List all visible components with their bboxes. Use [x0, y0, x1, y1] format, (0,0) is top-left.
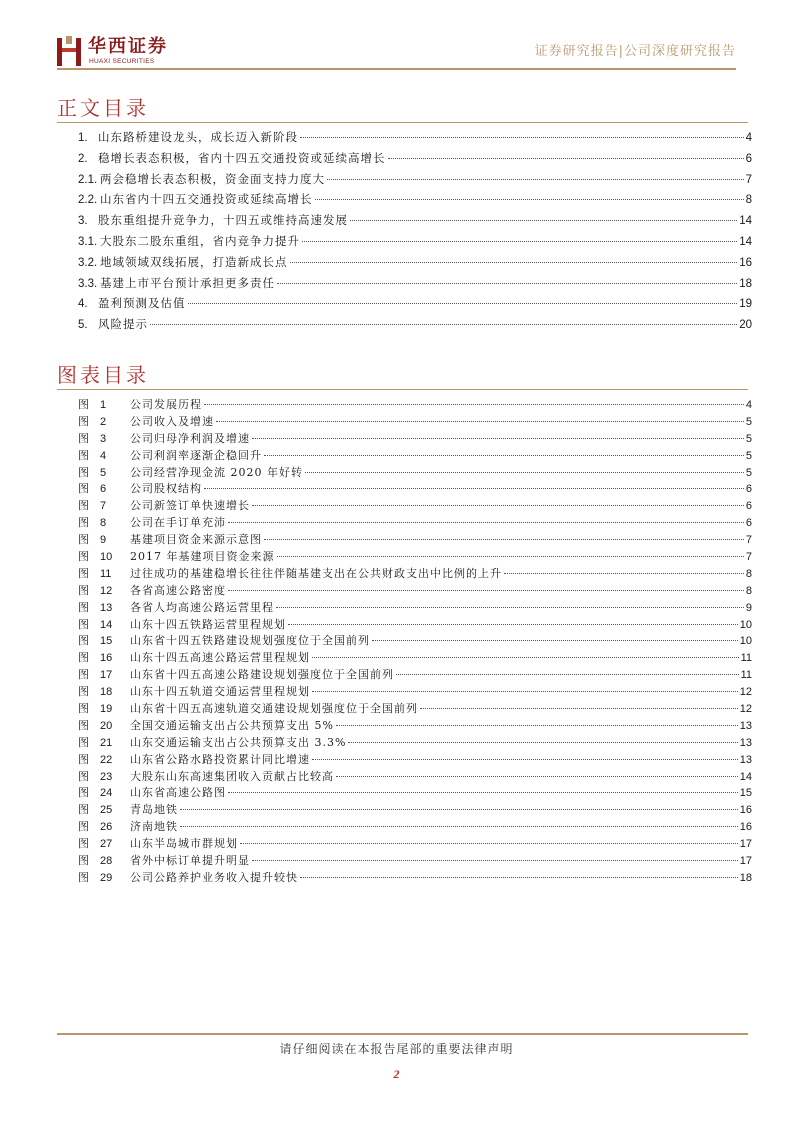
figure-entry-prefix: 图 [78, 770, 89, 783]
figure-entry-prefix: 图 [78, 466, 89, 479]
figure-entry-page: 15 [739, 787, 752, 800]
figure-entry-page: 16 [739, 821, 752, 834]
dot-leader [290, 262, 738, 263]
figure-entry-page: 5 [745, 415, 752, 428]
toc-entry-number: 3.3. [78, 277, 98, 290]
figure-entry-number: 6 [100, 483, 107, 496]
figure-entry-prefix: 图 [78, 686, 89, 699]
toc-entry-label: 稳增长表态积极，省内十四五交通投资或延续高增长 [98, 150, 386, 165]
figure-entry-prefix: 图 [78, 652, 89, 665]
figure-entry-page: 6 [745, 500, 752, 513]
toc-entry-page: 20 [739, 319, 752, 332]
figure-entry-label: 青岛地铁 [130, 803, 178, 817]
figure-entry[interactable] [78, 735, 752, 752]
dot-leader [252, 505, 744, 506]
figure-entry-label: 公司在手订单充沛 [130, 516, 226, 530]
figure-entry-page: 14 [739, 770, 752, 783]
dot-leader [264, 539, 744, 540]
figure-entry-prefix: 图 [78, 551, 89, 564]
toc-entry[interactable] [78, 148, 752, 169]
figure-entry[interactable] [78, 481, 752, 498]
figure-entry-label: 大股东山东高速集团收入贡献占比较高 [130, 769, 334, 783]
dot-leader [504, 573, 744, 574]
dot-leader [288, 624, 738, 625]
figure-entry-number: 14 [100, 618, 113, 631]
figure-entry-label: 公司利润率逐渐企稳回升 [130, 448, 262, 462]
toc-entry-label: 盈利预测及估值 [98, 296, 186, 311]
figure-entry-number: 19 [100, 703, 113, 716]
toc-entry-page: 6 [745, 152, 752, 165]
figure-entry[interactable] [78, 650, 752, 667]
figure-entry[interactable] [78, 802, 752, 819]
figure-entry-label: 2017 年基建项目资金来源 [130, 550, 275, 564]
figure-entry-number: 10 [100, 551, 113, 564]
toc-entry-label: 股东重组提升竞争力，十四五或维持高速发展 [98, 213, 348, 228]
figure-entry-page: 7 [745, 551, 752, 564]
dot-leader [150, 324, 737, 325]
figure-entry[interactable] [78, 633, 752, 650]
toc-entry[interactable] [78, 314, 752, 335]
figure-entry-number: 29 [100, 871, 113, 884]
figure-entry[interactable] [78, 819, 752, 836]
figure-entry-page: 17 [739, 838, 752, 851]
figure-entry[interactable] [78, 785, 752, 802]
dot-leader [300, 877, 738, 878]
figure-entry-prefix: 图 [78, 787, 89, 800]
page-number: 2 [393, 1067, 400, 1081]
figure-entry-prefix: 图 [78, 804, 89, 817]
figure-entry-page: 5 [745, 466, 752, 479]
dot-leader [180, 809, 738, 810]
figure-entry-page: 8 [745, 567, 752, 580]
figure-entry-prefix: 图 [78, 838, 89, 851]
toc-entry[interactable] [78, 210, 752, 231]
figure-entry-label: 公司股权结构 [130, 482, 202, 496]
figure-entry-prefix: 图 [78, 669, 89, 682]
figure-entry-label: 公司公路养护业务收入提升较快 [130, 870, 298, 884]
footer-divider [57, 1033, 748, 1035]
figure-entry-label: 公司收入及增速 [130, 414, 214, 428]
dot-leader [315, 199, 744, 200]
figure-entry-number: 9 [100, 534, 107, 547]
figure-entry[interactable] [78, 853, 752, 870]
figure-entry-prefix: 图 [78, 855, 89, 868]
figure-entry-prefix: 图 [78, 399, 89, 411]
legal-notice: 请仔细阅读在本报告尾部的重要法律声明 [279, 1042, 514, 1056]
figure-title-divider [57, 389, 748, 390]
figure-entry[interactable] [78, 566, 752, 583]
logo-english-name: HUAXI SECURITIES [89, 58, 155, 65]
figure-entry-number: 28 [100, 855, 113, 868]
toc-entry-number: 2. [78, 152, 88, 165]
figure-entry-page: 6 [745, 517, 752, 530]
figure-entry[interactable] [78, 498, 752, 515]
toc-entry-page: 8 [745, 194, 752, 207]
figure-entry-prefix: 图 [78, 703, 89, 716]
figure-entry[interactable] [78, 431, 752, 448]
dot-leader [264, 455, 744, 456]
figure-entry-page: 13 [739, 753, 752, 766]
figure-entry-prefix: 图 [78, 517, 89, 530]
toc-entry-page: 7 [745, 173, 752, 186]
figure-entry-prefix: 图 [78, 753, 89, 766]
toc-entry-page: 4 [745, 132, 752, 144]
figure-entry[interactable] [78, 870, 752, 887]
figure-entry-label: 山东十四五高速公路运营里程规划 [130, 651, 310, 665]
figure-entry-number: 23 [100, 770, 113, 783]
page-header [0, 0, 793, 80]
figure-entry-number: 24 [100, 787, 113, 800]
figure-entry-prefix: 图 [78, 483, 89, 496]
toc-entry[interactable] [78, 252, 752, 273]
figure-entry-label: 全国交通运输支出占公共预算支出 5% [130, 718, 334, 732]
figure-list-title: 图表目录 [57, 363, 149, 387]
dot-leader [302, 241, 737, 242]
toc-entry-number: 2.2. [78, 194, 98, 207]
toc-entry-label: 地域领域双线拓展，打造新成长点 [100, 254, 288, 269]
figure-entry-label: 过往成功的基建稳增长往往伴随基建支出在公共财政支出中比例的上升 [130, 566, 502, 580]
toc-entry[interactable] [78, 273, 752, 294]
dot-leader [228, 590, 744, 591]
toc-entry[interactable] [78, 189, 752, 210]
figure-entry-number: 13 [100, 601, 113, 614]
figure-entry-number: 5 [100, 466, 107, 479]
figure-entry-label: 山东交通运输支出占公共预算支出 3.3% [130, 735, 347, 749]
dot-leader [180, 826, 738, 827]
figure-entry[interactable] [78, 515, 752, 532]
toc-entry-page: 18 [739, 277, 752, 290]
figure-entry-number: 26 [100, 821, 113, 834]
figure-entry-label: 山东省十四五铁路建设规划强度位于全国前列 [130, 634, 370, 648]
figure-entry[interactable] [78, 752, 752, 769]
figure-entry-number: 25 [100, 804, 113, 817]
figure-entry[interactable] [78, 549, 752, 566]
toc-entry[interactable] [78, 127, 752, 148]
figure-entry[interactable] [78, 583, 752, 600]
figure-entry-prefix: 图 [78, 635, 89, 648]
figure-entry-number: 4 [100, 449, 107, 462]
figure-entry-prefix: 图 [78, 871, 89, 884]
dot-leader [312, 691, 738, 692]
dot-leader [336, 725, 738, 726]
dot-leader [300, 137, 744, 138]
figure-list [78, 397, 752, 887]
figure-entry-page: 6 [745, 483, 752, 496]
toc-entry-number: 4. [78, 298, 88, 311]
figure-entry-label: 山东省十四五高速公路建设规划强度位于全国前列 [130, 668, 394, 682]
dot-leader [350, 220, 737, 221]
figure-entry-prefix: 图 [78, 601, 89, 614]
figure-entry-page: 5 [745, 449, 752, 462]
figure-entry-page: 18 [739, 871, 752, 884]
toc-entry-number: 3.2. [78, 256, 98, 269]
dot-leader [188, 303, 738, 304]
dot-leader [228, 792, 738, 793]
figure-entry[interactable] [78, 667, 752, 684]
figure-entry[interactable] [78, 718, 752, 735]
figure-entry-page: 5 [745, 432, 752, 445]
toc-entry-number: 2.1. [78, 173, 98, 186]
figure-entry-prefix: 图 [78, 567, 89, 580]
dot-leader [305, 472, 744, 473]
dot-leader [396, 674, 739, 675]
dot-leader [277, 556, 744, 557]
dot-leader [277, 283, 737, 284]
dot-leader [240, 843, 738, 844]
figure-entry[interactable] [78, 414, 752, 431]
toc-title-divider [57, 122, 748, 123]
figure-entry-label: 山东十四五轨道交通运营里程规划 [130, 685, 310, 699]
dot-leader [312, 657, 739, 658]
figure-entry-page: 9 [745, 601, 752, 614]
figure-entry-number: 18 [100, 686, 113, 699]
figure-entry-number: 8 [100, 517, 107, 530]
figure-entry-page: 13 [739, 719, 752, 732]
figure-entry-page: 12 [739, 703, 752, 716]
figure-entry[interactable] [78, 448, 752, 465]
figure-entry-number: 3 [100, 432, 107, 445]
figure-entry-number: 2 [100, 415, 107, 428]
figure-entry-label: 山东省公路水路投资累计同比增速 [130, 752, 310, 766]
figure-entry[interactable] [78, 600, 752, 617]
figure-entry[interactable] [78, 769, 752, 786]
figure-entry-label: 山东省高速公路图 [130, 786, 226, 800]
dot-leader [252, 860, 738, 861]
figure-entry-page: 17 [739, 855, 752, 868]
toc-entry-number: 1. [78, 132, 88, 144]
dot-leader [388, 158, 744, 159]
figure-entry-prefix: 图 [78, 415, 89, 428]
dot-leader [216, 421, 744, 422]
figure-entry-page: 10 [739, 618, 752, 631]
figure-entry[interactable] [78, 397, 752, 414]
toc-title: 正文目录 [57, 96, 149, 120]
figure-entry-page: 11 [740, 652, 752, 665]
figure-entry-number: 1 [100, 399, 107, 411]
toc-entry-label: 山东路桥建设龙头，成长迈入新阶段 [98, 130, 298, 144]
dot-leader [312, 759, 738, 760]
figure-entry-prefix: 图 [78, 618, 89, 631]
dot-leader [252, 438, 744, 439]
toc-entry-label: 基建上市平台预计承担更多责任 [100, 275, 275, 290]
dot-leader [336, 776, 738, 777]
figure-entry-label: 山东十四五铁路运营里程规划 [130, 617, 286, 631]
figure-entry-number: 12 [100, 584, 113, 597]
figure-entry-label: 各省人均高速公路运营里程 [130, 600, 274, 614]
report-type-label: 证券研究报告|公司深度研究报告 [534, 44, 736, 59]
figure-entry-prefix: 图 [78, 584, 89, 597]
figure-entry-prefix: 图 [78, 821, 89, 834]
toc-entry[interactable] [78, 169, 752, 190]
toc-entry-page: 14 [739, 215, 752, 228]
toc-entry-page: 19 [739, 298, 752, 311]
figure-entry-page: 13 [739, 736, 752, 749]
figure-entry-prefix: 图 [78, 500, 89, 513]
figure-entry-number: 7 [100, 500, 107, 513]
figure-entry-label: 省外中标订单提升明显 [130, 854, 250, 868]
figure-entry-page: 8 [745, 584, 752, 597]
toc-entry-label: 山东省内十四五交通投资或延续高增长 [100, 192, 313, 207]
figure-entry[interactable] [78, 684, 752, 701]
figure-entry[interactable] [78, 701, 752, 718]
figure-entry-prefix: 图 [78, 534, 89, 547]
figure-entry-prefix: 图 [78, 736, 89, 749]
figure-entry-page: 4 [745, 399, 752, 411]
dot-leader [204, 404, 744, 405]
toc-entry-page: 14 [739, 235, 752, 248]
toc-entry-page: 16 [739, 256, 752, 269]
figure-entry[interactable] [78, 836, 752, 853]
figure-entry-number: 22 [100, 753, 113, 766]
dot-leader [372, 640, 738, 641]
figure-entry[interactable] [78, 617, 752, 634]
toc-entry[interactable] [78, 293, 752, 314]
figure-entry-number: 17 [100, 669, 113, 682]
figure-entry-label: 基建项目资金来源示意图 [130, 533, 262, 547]
figure-entry-page: 12 [739, 686, 752, 699]
figure-entry-prefix: 图 [78, 449, 89, 462]
figure-entry-page: 11 [740, 669, 752, 682]
toc-entry-number: 3. [78, 215, 88, 228]
figure-entry-prefix: 图 [78, 719, 89, 732]
dot-leader [204, 488, 744, 489]
figure-entry-number: 20 [100, 719, 113, 732]
figure-entry-label: 公司发展历程 [130, 398, 202, 411]
dot-leader [348, 742, 737, 743]
huaxi-logo-icon [57, 36, 81, 66]
dot-leader [327, 179, 744, 180]
toc-entry-label: 两会稳增长表态积极，资金面支持力度大 [100, 171, 325, 186]
figure-entry-label: 各省高速公路密度 [130, 583, 226, 597]
logo-chinese-name: 华西证券 [88, 36, 168, 57]
toc-entry[interactable] [78, 231, 752, 252]
dot-leader [420, 708, 738, 709]
toc-entry-number: 5. [78, 319, 88, 332]
figure-entry-label: 山东省十四五高速轨道交通建设规划强度位于全国前列 [130, 702, 418, 716]
figure-entry-number: 15 [100, 635, 113, 648]
figure-entry-label: 公司新签订单快速增长 [130, 499, 250, 513]
toc-entry-label: 风险提示 [98, 317, 148, 332]
figure-entry[interactable] [78, 465, 752, 482]
toc-entry-number: 3.1. [78, 235, 98, 248]
figure-entry[interactable] [78, 532, 752, 549]
dot-leader [228, 522, 744, 523]
figure-entry-page: 7 [745, 534, 752, 547]
figure-entry-label: 济南地铁 [130, 820, 178, 834]
figure-entry-number: 27 [100, 838, 113, 851]
figure-entry-prefix: 图 [78, 432, 89, 445]
header-divider [57, 68, 736, 70]
figure-entry-page: 10 [739, 635, 752, 648]
dot-leader [276, 607, 744, 608]
figure-entry-number: 11 [100, 567, 112, 580]
figure-entry-page: 16 [739, 804, 752, 817]
toc-entry-label: 大股东二股东重组，省内竞争力提升 [100, 233, 300, 248]
figure-entry-label: 公司经营净现金流 2020 年好转 [130, 465, 303, 479]
figure-entry-number: 16 [100, 652, 113, 665]
figure-entry-label: 山东半岛城市群规划 [130, 837, 238, 851]
figure-entry-number: 21 [100, 736, 113, 749]
figure-entry-label: 公司归母净利润及增速 [130, 431, 250, 445]
toc-list [78, 127, 752, 335]
